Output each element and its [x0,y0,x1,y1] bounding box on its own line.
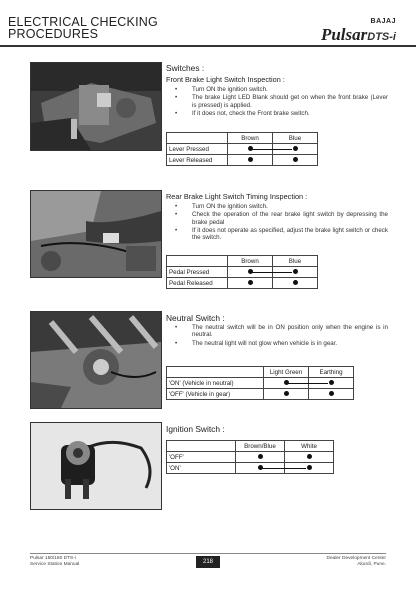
connection-dot [284,391,289,396]
row-label: Pedal Released [167,278,228,289]
front-brake-table [166,132,318,166]
connection-dot [307,454,312,459]
row-label: Lever Released [167,155,228,166]
col-header: Blue [273,256,318,267]
page-number: 218 [196,556,220,568]
list-item: • The neutral switch will be in ON position only when the engine is in neutral. [166,324,388,339]
col-header: Blue [273,133,318,144]
connection-dot [329,380,334,385]
col-header: White [285,441,334,452]
list-item: • The brake Light LED Blank should get on when the front brake (Lever is pressed) is applied. [166,94,388,109]
rear-brake-bullets [166,203,388,242]
connection-dot [248,280,253,285]
brand-name: Pulsar [320,25,368,44]
connection-dot [293,280,298,285]
footer-model: Pulsar 150/180 DTS-i [30,556,76,561]
row-label: Pedal Pressed [167,267,228,278]
table-row [167,144,318,155]
list-item: • If it does not, check the Front brake switch. [166,110,388,117]
footer-manual: Service Station Manual [30,561,80,567]
list-item: • The neutral light will not glow when vehicle is in gear. [166,340,388,347]
page-title-line2: PROCEDURES [8,27,99,41]
row-label: 'ON' [167,463,236,474]
rear-brake-table [166,255,318,289]
brand-small: BAJAJ [370,18,396,25]
table-row [167,389,354,400]
page-title [8,16,158,40]
row-label: 'OFF' (Vehicle in gear) [167,389,264,400]
list-item: • Turn ON the ignition switch. [166,86,388,93]
neutral-switch-table [166,366,354,400]
neutral-bullets [166,324,388,348]
connection-dot [293,269,298,274]
col-header: Brown [228,256,273,267]
connection-dot [329,391,334,396]
table-row [167,267,318,278]
brand-logo [321,18,396,45]
footer-left [30,556,79,567]
table-row [167,155,318,166]
row-label: Lever Pressed [167,144,228,155]
ignition-switch-title: Ignition Switch : [166,424,225,434]
footer-right [327,556,386,567]
row-label: 'ON' (Vehicle in neutral) [167,378,264,389]
table-row [167,278,318,289]
rear-brake-subtitle: Rear Brake Light Switch Timing Inspection : [166,192,308,201]
front-brake-bullets [166,86,388,118]
footer-location: Akurdi, Pune. [357,561,386,567]
list-item: • If it does not operate as specified, adjust the brake light switch or check the switch. [166,227,388,242]
header-rule [0,45,416,47]
front-brake-photo [30,62,162,151]
row-label: 'OFF' [167,452,236,463]
neutral-switch-photo [30,311,162,409]
list-item: • Check the operation of the rear brake light switch by depressing the brake pedal [166,211,388,226]
switches-title: Switches : [166,63,205,73]
rear-brake-photo [30,190,162,278]
brand-suffix: DTS-i [367,31,396,43]
front-brake-subtitle: Front Brake Light Switch Inspection : [166,75,285,84]
table-row [167,378,354,389]
connection-dot [293,146,298,151]
col-header: Light Green [264,367,309,378]
col-header: Earthing [309,367,354,378]
ignition-switch-photo [30,422,162,510]
table-row [167,463,334,474]
col-header: Brown/Blue [236,441,285,452]
col-header: Brown [228,133,273,144]
connection-dot [293,157,298,162]
connection-dot [307,465,312,470]
footer-rule [30,553,386,554]
connection-dot [248,157,253,162]
table-row [167,452,334,463]
connection-dot [258,454,263,459]
list-item: • Turn ON the ignition switch. [166,203,388,210]
footer-dealer: Dealer Development Center [326,556,386,561]
neutral-switch-title: Neutral Switch : [166,313,225,323]
ignition-switch-table [166,440,334,474]
page-title-line1: ELECTRICAL CHECKING [8,15,158,29]
